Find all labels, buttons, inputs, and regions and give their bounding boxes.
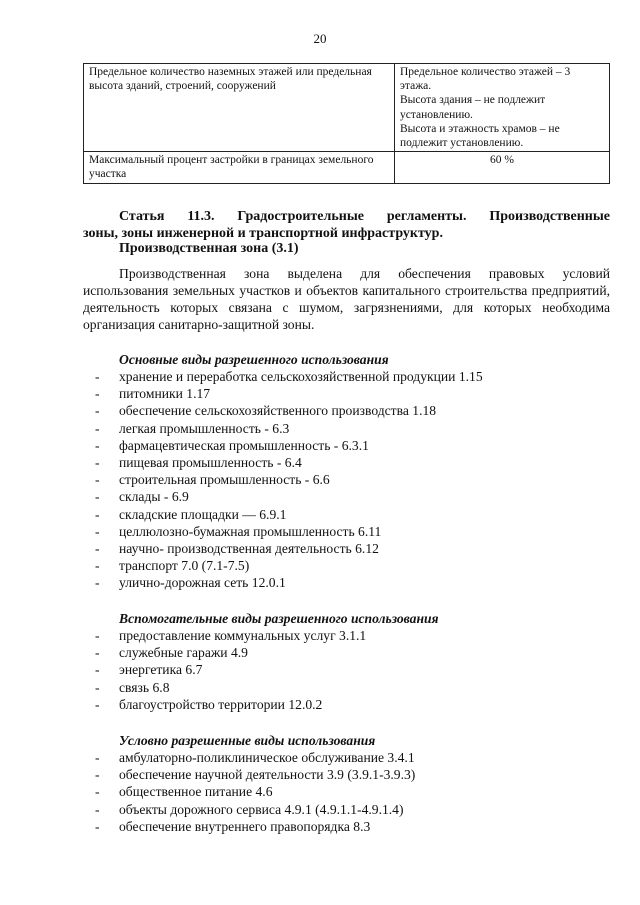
bullet-dash: - <box>95 784 100 800</box>
list-item <box>95 818 415 835</box>
bullet-dash: - <box>95 455 100 471</box>
zone-title: Производственная зона (3.1) <box>119 241 299 256</box>
list-item-text: связь 6.8 <box>119 679 170 695</box>
bullet-dash: - <box>95 472 100 488</box>
page-number: 20 <box>313 31 327 46</box>
list-item-text: склады - 6.9 <box>119 489 189 505</box>
list-item <box>95 540 483 557</box>
list-item <box>95 488 483 505</box>
list-item-text: служебные гаражи 4.9 <box>119 645 248 661</box>
list-item-text: обеспечение научной деятельности 3.9 (3.9.1-3.9.3) <box>119 767 416 783</box>
list-item-text: легкая промышленность - 6.3 <box>119 420 290 436</box>
list-item-text: целлюлозно-бумажная промышленность 6.11 <box>119 523 382 539</box>
bullet-dash: - <box>95 523 100 539</box>
bullet-dash: - <box>95 679 100 695</box>
bullet-dash: - <box>95 386 100 402</box>
list-item-text: обеспечение внутреннего правопорядка 8.3 <box>119 818 371 834</box>
zone-description: Производственная зона выделена для обеспечения правовых условий использования земельных участков и объектов капитального строительства предприятий, деятельность которых связана с шумом, загрязнениями, для которых необходима организация санитарно-защитной зоны. <box>83 266 610 332</box>
list-item-text: строительная промышленность - 6.6 <box>119 472 330 488</box>
main-uses-list <box>95 368 483 592</box>
table-cell-value <box>395 152 610 183</box>
list-item-text: фармацевтическая промышленность - 6.3.1 <box>119 437 369 453</box>
table-row <box>84 64 610 152</box>
bullet-dash: - <box>95 489 100 505</box>
list-item-text: улично-дорожная сеть 12.0.1 <box>119 575 286 591</box>
bullet-dash: - <box>95 767 100 783</box>
bullet-dash: - <box>95 403 100 419</box>
bullet-dash: - <box>95 628 100 643</box>
list-item <box>95 661 366 678</box>
list-item <box>95 679 366 696</box>
list-item-text: объекты дорожного сервиса 4.9.1 (4.9.1.1-4.9.1.4) <box>119 801 404 817</box>
bullet-dash: - <box>95 696 100 712</box>
bullet-dash: - <box>95 801 100 817</box>
auxiliary-uses-list <box>95 627 366 713</box>
list-item <box>95 696 366 713</box>
list-item <box>95 574 483 591</box>
list-item-text: обеспечение сельскохозяйственного производства 1.18 <box>119 403 437 419</box>
value-line: 60 % <box>490 154 514 167</box>
list-item <box>95 766 415 783</box>
value-line: Высота здания – не подлежит установлению. <box>400 94 546 121</box>
list-item <box>95 749 415 766</box>
list-item <box>95 420 483 437</box>
article-heading: Статья 11.3. Градостроительные регламенты. Производственные <box>119 209 610 224</box>
list-item-text: энергетика 6.7 <box>119 662 203 678</box>
article-heading-continued: зоны, зоны инженерной и транспортной инфраструктур. <box>83 226 443 241</box>
bullet-dash: - <box>95 575 100 591</box>
auxiliary-uses-title: Вспомогательные виды разрешенного использования <box>119 611 439 626</box>
list-item <box>95 783 415 800</box>
main-uses-title: Основные виды разрешенного использования <box>119 352 389 367</box>
list-item-text: научно- производственная деятельность 6.12 <box>119 541 379 557</box>
bullet-dash: - <box>95 369 100 384</box>
list-item <box>95 368 483 385</box>
list-item-text: складские площадки — 6.9.1 <box>119 506 287 522</box>
bullet-dash: - <box>95 558 100 574</box>
bullet-dash: - <box>95 818 100 834</box>
bullet-dash: - <box>95 662 100 678</box>
list-item-text: пищевая промышленность - 6.4 <box>119 455 302 471</box>
bullet-dash: - <box>95 506 100 522</box>
bullet-dash: - <box>95 541 100 557</box>
list-item <box>95 801 415 818</box>
bullet-dash: - <box>95 750 100 765</box>
list-item-text: амбулаторно-поликлиническое обслуживание 3.4.1 <box>119 750 415 765</box>
bullet-dash: - <box>95 645 100 661</box>
conditional-uses-list <box>95 749 415 835</box>
table-cell-value <box>395 64 610 152</box>
regulation-table <box>83 63 610 184</box>
list-item-text: хранение и переработка сельскохозяйственной продукции 1.15 <box>119 369 483 384</box>
list-item <box>95 644 366 661</box>
conditional-uses-title: Условно разрешенные виды использования <box>119 733 376 748</box>
table-row <box>84 152 610 183</box>
value-line: Высота и этажность храмов – не подлежит установлению. <box>400 122 560 150</box>
list-item-text: общественное питание 4.6 <box>119 784 273 800</box>
bullet-dash: - <box>95 437 100 453</box>
list-item <box>95 454 483 471</box>
list-item <box>95 402 483 419</box>
list-item <box>95 437 483 454</box>
list-item-text: транспорт 7.0 (7.1-7.5) <box>119 558 250 574</box>
list-item <box>95 627 366 644</box>
list-item <box>95 557 483 574</box>
list-item <box>95 385 483 402</box>
list-item <box>95 506 483 523</box>
table-cell-param: Максимальный процент застройки в границах земельного участка <box>84 152 395 183</box>
value-line: Предельное количество этажей – 3 этажа. <box>400 66 571 93</box>
table-cell-param: Предельное количество наземных этажей или предельная высота зданий, строений, сооружений <box>84 64 395 152</box>
list-item-text: питомники 1.17 <box>119 386 211 402</box>
list-item-text: предоставление коммунальных услуг 3.1.1 <box>119 628 367 643</box>
list-item-text: благоустройство территории 12.0.2 <box>119 696 323 712</box>
list-item <box>95 471 483 488</box>
bullet-dash: - <box>95 420 100 436</box>
list-item <box>95 523 483 540</box>
